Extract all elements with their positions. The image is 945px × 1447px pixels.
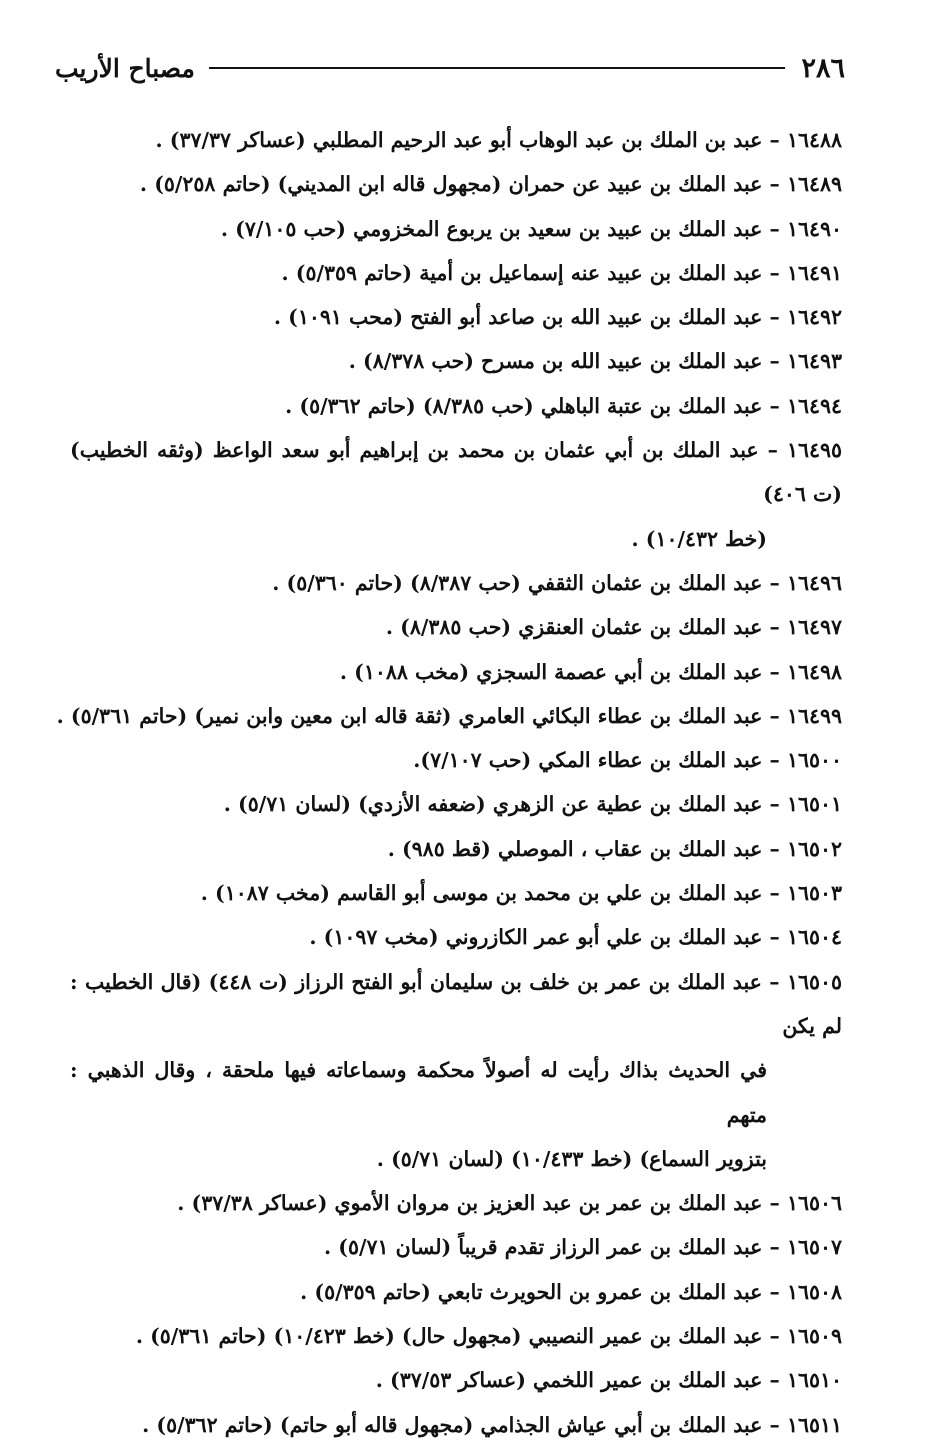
entry-continuation: (خط ١٠/٤٣٢) .	[631, 526, 767, 551]
entry-item	[70, 827, 842, 871]
entry-item	[70, 339, 842, 383]
entry-text: ١٦٥٠٢ – عبد الملك بن عقاب ، الموصلي (قط ٩٨٥) .	[387, 836, 842, 861]
entry-text: ١٦٤٩١ – عبد الملك بن عبيد عنه إسماعيل بن أمية (حاتم ٥/٣٥٩) .	[281, 260, 842, 285]
entry-list	[56, 118, 843, 1447]
entry-text: ١٦٤٨٩ – عبد الملك بن عبيد عن حمران (مجهول قاله ابن المديني) (حاتم ٥/٢٥٨) .	[139, 172, 842, 197]
entry-item	[70, 561, 842, 605]
entry-text: ١٦٥٠٧ – عبد الملك بن عمر الرزاز تقدم قريباً (لسان ٥/٧١) .	[324, 1235, 842, 1260]
entry-continuation: بتزوير السماع) (خط ١٠/٤٣٣) (لسان ٥/٧١) .	[376, 1146, 767, 1171]
entry-item	[70, 960, 842, 1181]
entry-item	[70, 1403, 842, 1447]
entry-item	[56, 694, 842, 738]
entry-text: ١٦٤٩٦ – عبد الملك بن عثمان الثقفي (حب ٨/٣٨٧) (حاتم ٥/٣٦٠) .	[272, 570, 842, 595]
entry-item	[70, 118, 842, 162]
entry-text: ١٦٥١١ – عبد الملك بن أبي عياش الجذامي (مجهول قاله أبو حاتم) (حاتم ٥/٣٦٢) .	[142, 1412, 842, 1437]
entry-text: ١٦٤٩٧ – عبد الملك بن عثمان العنقزي (حب ٨/٣٨٥) .	[385, 615, 842, 640]
entry-item	[70, 915, 842, 959]
entry-item	[70, 1270, 842, 1314]
entry-text: ١٦٤٩٠ – عبد الملك بن عبيد بن سعيد بن يربوع المخزومي (حب ٧/١٠٥) .	[220, 216, 842, 241]
entry-item	[70, 384, 842, 428]
entry-text: ١٦٥٠١ – عبد الملك بن عطية عن الزهري (ضعفه الأزدي) (لسان ٥/٧١) .	[223, 792, 842, 817]
entry-text: ١٦٥٠٠ – عبد الملك بن عطاء المكي (حب ٧/١٠٧).	[413, 748, 842, 773]
entry-text: ١٦٥٠٩ – عبد الملك بن عمير النصيبي (مجهول حال) (خط ١٠/٤٢٣) (حاتم ٥/٣٦١) .	[135, 1324, 842, 1349]
entry-item	[70, 295, 842, 339]
entry-item	[70, 207, 842, 251]
entry-text: ١٦٤٩٩ – عبد الملك بن عطاء البكائي العامري (ثقة قاله ابن معين وابن نمير) (حاتم ٥/٣٦١) .	[56, 703, 842, 728]
header-rule	[209, 67, 786, 69]
entry-text: ١٦٥١٠ – عبد الملك بن عمير اللخمي (عساكر ٣٧/٥٣) .	[375, 1368, 842, 1393]
entry-item	[70, 1181, 842, 1225]
entry-text: ١٦٥٠٣ – عبد الملك بن علي بن محمد بن موسى أبو القاسم (مخب ١٠٨٧) .	[200, 881, 842, 906]
entry-text: ١٦٤٩٢ – عبد الملك بن عبيد الله بن صاعد أبو الفتح (محب ١٠٩١) .	[273, 305, 842, 330]
entry-item	[70, 1314, 842, 1358]
entry-text: ١٦٥٠٤ – عبد الملك بن علي أبو عمر الكازروني (مخب ١٠٩٧) .	[309, 925, 842, 950]
entry-item	[70, 1225, 842, 1269]
entry-item	[70, 782, 842, 826]
entry-item	[70, 871, 842, 915]
entry-text: ١٦٤٨٨ – عبد بن الملك بن عبد الوهاب أبو عبد الرحيم المطلبي (عساكر ٣٧/٣٧) .	[155, 128, 842, 152]
entry-text: ١٦٥٠٦ – عبد الملك بن عمر بن عبد العزيز بن مروان الأموي (عساكر ٣٧/٣٨) .	[177, 1191, 842, 1216]
entry-item	[70, 738, 842, 782]
entry-text: ١٦٤٩٣ – عبد الملك بن عبيد الله بن مسرح (حب ٨/٣٧٨) .	[348, 349, 842, 374]
entry-item	[70, 162, 842, 206]
entry-item	[70, 428, 842, 561]
entry-text: ١٦٥٠٥ – عبد الملك بن عمر بن خلف بن سليمان أبو الفتح الرزاز (ت ٤٤٨) (قال الخطيب : لم يكن	[70, 969, 843, 1038]
book-title: مصباح الأريب	[55, 53, 195, 83]
page-number: ٢٨٦	[801, 52, 845, 84]
entry-text: ١٦٤٩٤ – عبد الملك بن عتبة الباهلي (حب ٨/٣٨٥) (حاتم ٥/٣٦٢) .	[285, 393, 842, 418]
page-header	[55, 48, 845, 88]
entry-text: ١٦٥٠٨ – عبد الملك بن عمرو بن الحويرث تابعي (حاتم ٥/٣٥٩) .	[300, 1279, 842, 1304]
entry-item	[70, 605, 842, 649]
entry-item	[70, 650, 842, 694]
entry-continuation: في الحديث بذاك رأيت له أصولاً محكمة وسماعاته فيها ملحقة ، وقال الذهبي : متهم	[70, 1058, 767, 1127]
entry-text: ١٦٤٩٥ – عبد الملك بن أبي عثمان بن محمد بن إبراهيم أبو سعد الواعظ (وثقه الخطيب) (ت ٤٠٦)	[70, 438, 842, 507]
entry-item	[70, 251, 842, 295]
entry-item	[70, 1358, 842, 1402]
entry-text: ١٦٤٩٨ – عبد الملك بن أبي عصمة السجزي (مخب ١٠٨٨) .	[339, 659, 842, 684]
